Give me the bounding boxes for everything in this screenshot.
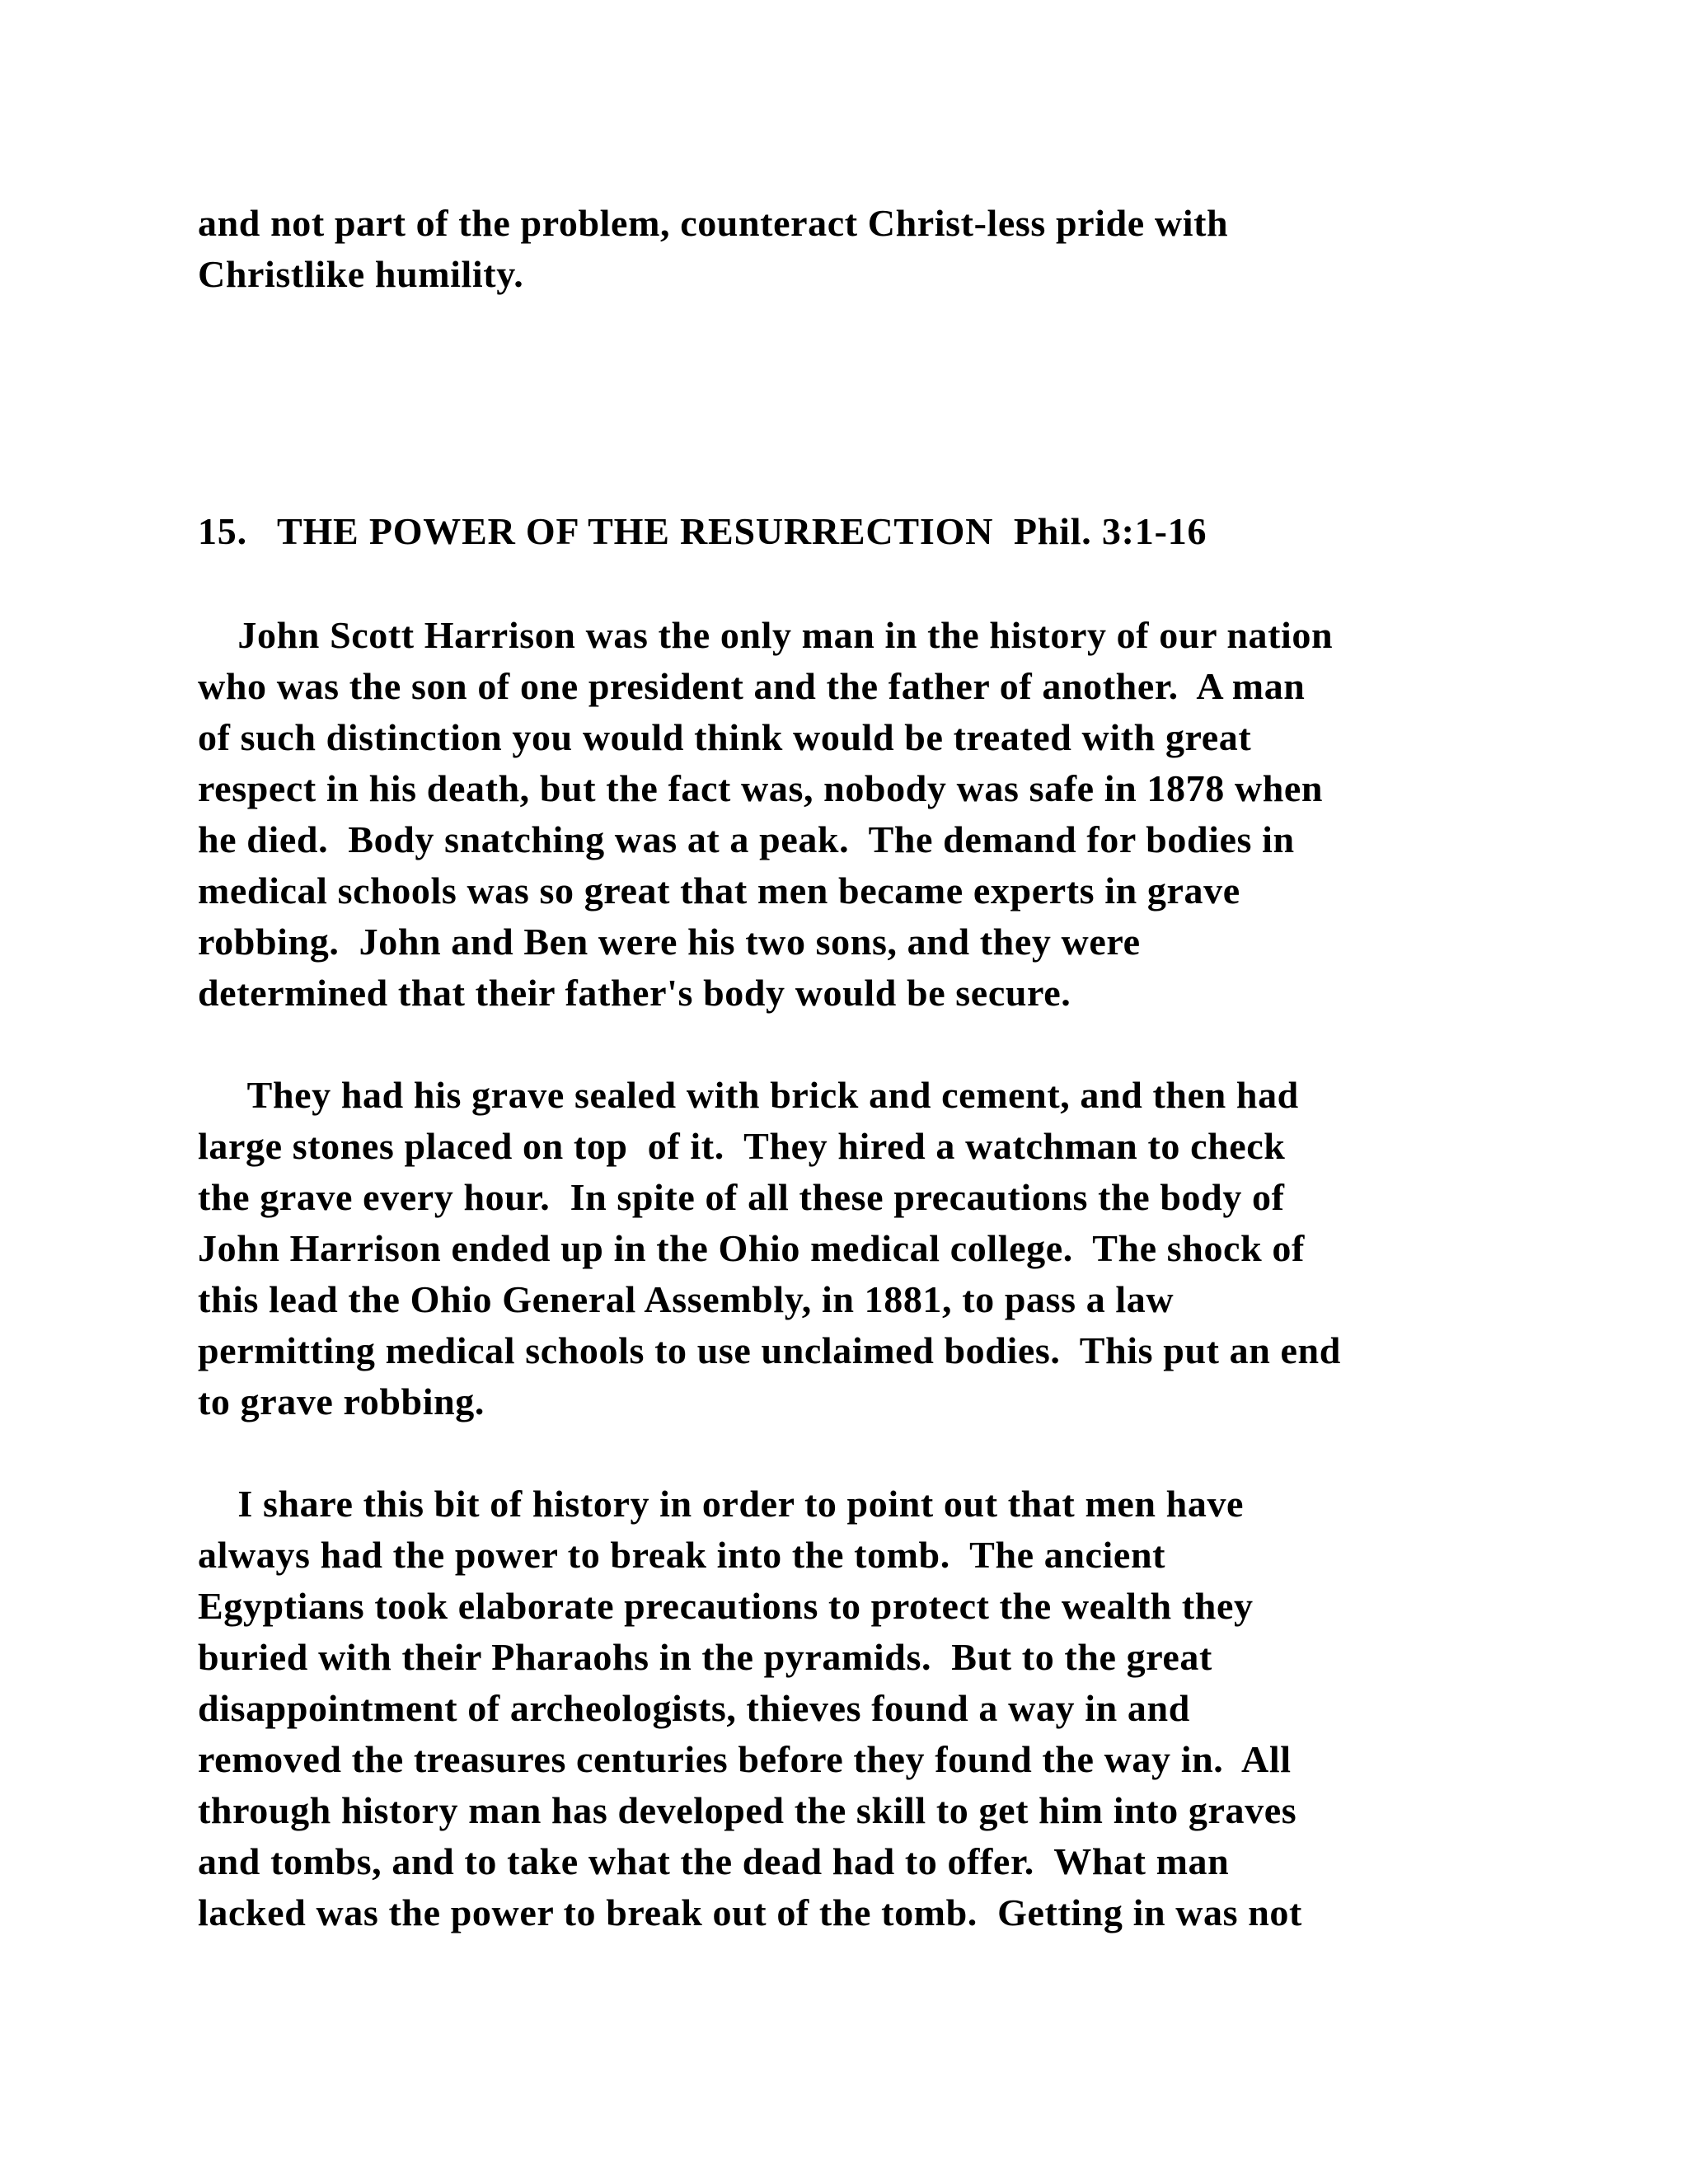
text-line: removed the treasures centuries before they found the way in. All xyxy=(198,1738,1292,1780)
text-line: determined that their father's body would be secure. xyxy=(198,972,1071,1014)
scripture-reference: Phil. 3:1-16 xyxy=(1013,510,1207,552)
text-line: disappointment of archeologists, thieves found a way in and xyxy=(198,1687,1190,1729)
text-line: Christlike humility. xyxy=(198,253,524,295)
text-line: I share this bit of history in order to point out that men have xyxy=(198,1483,1245,1525)
text-line: buried with their Pharaohs in the pyramids. But to the great xyxy=(198,1636,1212,1678)
text-line: large stones placed on top of it. They hired a watchman to check xyxy=(198,1125,1286,1167)
text-line: to grave robbing. xyxy=(198,1380,485,1422)
text-line: John Scott Harrison was the only man in the history of our nation xyxy=(198,614,1334,656)
text-line: They had his grave sealed with brick and cement, and then had xyxy=(198,1074,1299,1116)
text-line: and not part of the problem, counteract Christ-less pride with xyxy=(198,202,1229,244)
text-line: through history man has developed the skill to get him into graves xyxy=(198,1789,1297,1831)
text-line: medical schools was so great that men became experts in grave xyxy=(198,869,1240,912)
section-title: THE POWER OF THE RESURRECTION xyxy=(276,510,994,552)
text-line: of such distinction you would think would be treated with great xyxy=(198,716,1252,758)
text-line: who was the son of one president and the father of another. A man xyxy=(198,665,1306,707)
text-line: he died. Body snatching was at a peak. The demand for bodies in xyxy=(198,818,1295,860)
text-line: John Harrison ended up in the Ohio medical college. The shock of xyxy=(198,1227,1305,1269)
text-line: respect in his death, but the fact was, nobody was safe in 1878 when xyxy=(198,767,1324,809)
section-heading xyxy=(198,506,1207,557)
text-line: always had the power to break into the tomb. The ancient xyxy=(198,1534,1166,1576)
text-line: lacked was the power to break out of the tomb. Getting in was not xyxy=(198,1891,1302,1933)
text-line: Egyptians took elaborate precautions to protect the wealth they xyxy=(198,1585,1254,1627)
text-line: and tombs, and to take what the dead had to offer. What man xyxy=(198,1840,1230,1882)
text-line: robbing. John and Ben were his two sons, and they were xyxy=(198,921,1141,963)
text-line: the grave every hour. In spite of all these precautions the body of xyxy=(198,1176,1285,1218)
text-line: this lead the Ohio General Assembly, in 1881, to pass a law xyxy=(198,1278,1175,1320)
text-line: permitting medical schools to use unclaimed bodies. This put an end xyxy=(198,1329,1341,1371)
section-number: 15. xyxy=(198,510,247,552)
